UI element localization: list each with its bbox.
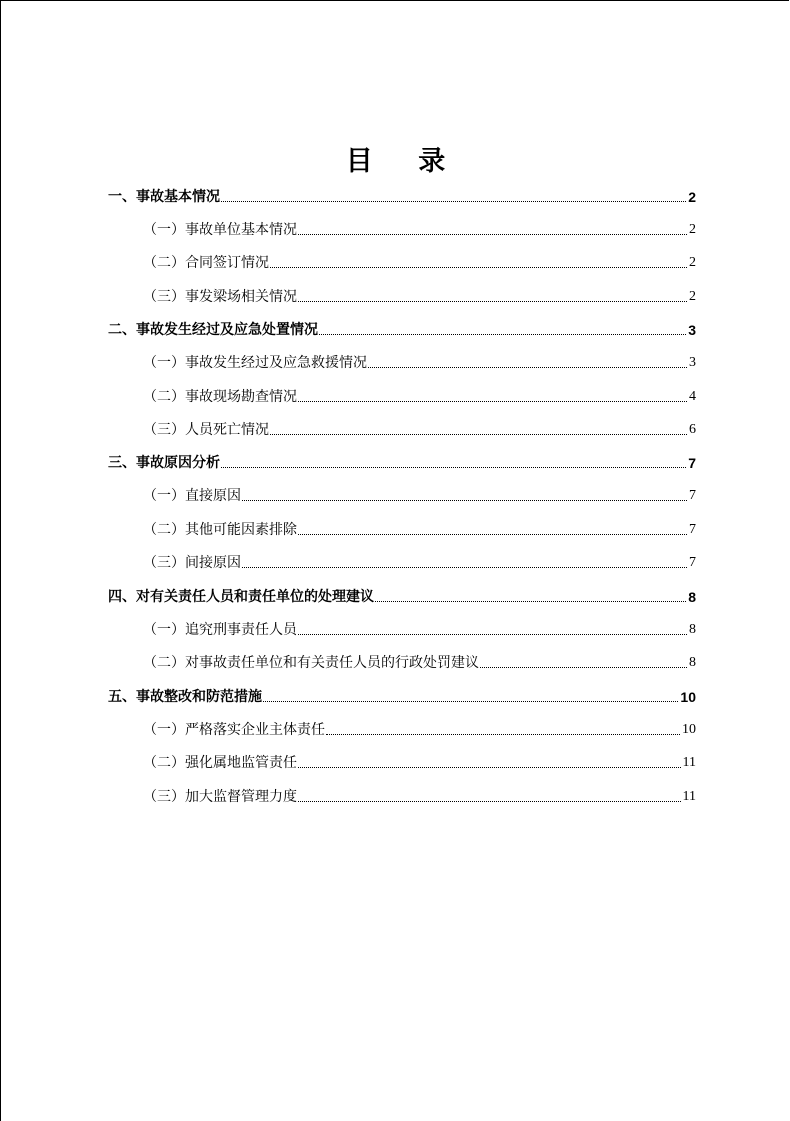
- toc-page-number: 7: [689, 488, 696, 503]
- toc-leader-dots: [298, 300, 687, 302]
- table-of-contents: [1, 1, 790, 1121]
- toc-leader-dots: [242, 499, 687, 501]
- toc-page-number: 8: [689, 622, 696, 637]
- toc-entry-number: 一、: [108, 189, 136, 205]
- toc-page-number: 3: [688, 322, 696, 338]
- toc-entry-subsection[interactable]: [143, 387, 696, 407]
- toc-entry-subsection[interactable]: [143, 253, 696, 273]
- toc-entry-number: （一）: [143, 622, 185, 638]
- toc-entry-number: 四、: [108, 589, 136, 605]
- toc-entry-section-3[interactable]: [108, 453, 696, 473]
- toc-entry-label: 事故发生经过及应急处置情况: [136, 322, 318, 338]
- toc-entry-number: （二）: [143, 655, 185, 671]
- toc-page-number: 8: [688, 589, 696, 605]
- toc-entry-label: 加大监督管理力度: [185, 789, 297, 805]
- toc-entry-section-1[interactable]: [108, 187, 696, 207]
- toc-entry-subsection[interactable]: [143, 787, 696, 807]
- toc-page-number: 2: [689, 289, 696, 304]
- toc-page-number: 7: [688, 455, 696, 471]
- toc-leader-dots: [270, 266, 687, 268]
- toc-entry-label: 事故整改和防范措施: [136, 689, 262, 705]
- toc-leader-dots: [298, 766, 681, 768]
- toc-entry-subsection[interactable]: [143, 520, 696, 540]
- toc-leader-dots: [298, 233, 687, 235]
- toc-entry-subsection[interactable]: [143, 653, 696, 673]
- toc-entry-number: （二）: [143, 255, 185, 271]
- toc-entry-number: （三）: [143, 789, 185, 805]
- toc-entry-number: （一）: [143, 222, 185, 238]
- toc-entry-subsection[interactable]: [143, 287, 696, 307]
- toc-entry-subsection[interactable]: [143, 753, 696, 773]
- toc-page-number: 11: [682, 755, 696, 770]
- toc-entry-subsection[interactable]: [143, 720, 696, 740]
- toc-page-number: 4: [689, 389, 696, 404]
- toc-page-number: 11: [682, 789, 696, 804]
- toc-entry-section-2[interactable]: [108, 320, 696, 340]
- toc-entry-label: 事故现场勘查情况: [185, 389, 297, 405]
- toc-entry-number: （一）: [143, 355, 185, 371]
- toc-leader-dots: [221, 200, 686, 202]
- toc-entry-number: （三）: [143, 555, 185, 571]
- toc-entry-number: （一）: [143, 488, 185, 504]
- toc-leader-dots: [242, 566, 687, 568]
- toc-entry-number: （三）: [143, 289, 185, 305]
- toc-entry-section-5[interactable]: [108, 687, 696, 707]
- toc-entry-section-4[interactable]: [108, 587, 696, 607]
- toc-leader-dots: [298, 400, 687, 402]
- toc-entry-label: 追究刑事责任人员: [185, 622, 297, 638]
- toc-page-number: 7: [689, 555, 696, 570]
- toc-entry-subsection[interactable]: [143, 420, 696, 440]
- toc-entry-label: 其他可能因素排除: [185, 522, 297, 538]
- toc-entry-label: 人员死亡情况: [185, 422, 269, 438]
- toc-entry-label: 事故原因分析: [136, 455, 220, 471]
- toc-page-number: 2: [688, 189, 696, 205]
- toc-page-number: 8: [689, 655, 696, 670]
- toc-entry-label: 直接原因: [185, 488, 241, 504]
- toc-leader-dots: [298, 533, 687, 535]
- toc-entry-label: 事故单位基本情况: [185, 222, 297, 238]
- toc-leader-dots: [480, 666, 687, 668]
- toc-page-number: 2: [689, 255, 696, 270]
- toc-entry-subsection[interactable]: [143, 353, 696, 373]
- toc-entry-label: 事发梁场相关情况: [185, 289, 297, 305]
- toc-entry-label: 事故基本情况: [136, 189, 220, 205]
- toc-entry-label: 间接原因: [185, 555, 241, 571]
- toc-page-number: 10: [680, 689, 696, 705]
- toc-leader-dots: [375, 600, 686, 602]
- page-title: 目 录: [345, 146, 464, 177]
- toc-leader-dots: [270, 433, 687, 435]
- toc-leader-dots: [263, 700, 678, 702]
- toc-leader-dots: [326, 733, 680, 735]
- toc-entry-number: （二）: [143, 389, 185, 405]
- toc-page-number: 6: [689, 422, 696, 437]
- toc-entry-number: （二）: [143, 755, 185, 771]
- toc-entry-label: 严格落实企业主体责任: [185, 722, 325, 738]
- toc-leader-dots: [319, 333, 686, 335]
- toc-page-number: 3: [689, 355, 696, 370]
- toc-leader-dots: [298, 800, 681, 802]
- toc-entry-number: （二）: [143, 522, 185, 538]
- toc-entry-label: 对事故责任单位和有关责任人员的行政处罚建议: [185, 655, 479, 671]
- toc-leader-dots: [368, 366, 687, 368]
- toc-page-number: 2: [689, 222, 696, 237]
- toc-page-number: 7: [689, 522, 696, 537]
- toc-leader-dots: [221, 466, 686, 468]
- toc-page-number: 10: [682, 722, 696, 737]
- toc-entry-number: 二、: [108, 322, 136, 338]
- toc-entry-subsection[interactable]: [143, 220, 696, 240]
- toc-entry-number: 五、: [108, 689, 136, 705]
- toc-entry-label: 合同签订情况: [185, 255, 269, 271]
- toc-leader-dots: [298, 633, 687, 635]
- toc-entry-number: （一）: [143, 722, 185, 738]
- toc-entry-subsection[interactable]: [143, 486, 696, 506]
- toc-entry-subsection[interactable]: [143, 553, 696, 573]
- toc-entry-label: 事故发生经过及应急救援情况: [185, 355, 367, 371]
- toc-entry-subsection[interactable]: [143, 620, 696, 640]
- toc-entry-number: 三、: [108, 455, 136, 471]
- toc-entry-number: （三）: [143, 422, 185, 438]
- toc-entry-label: 对有关责任人员和责任单位的处理建议: [136, 589, 374, 605]
- toc-entry-label: 强化属地监管责任: [185, 755, 297, 771]
